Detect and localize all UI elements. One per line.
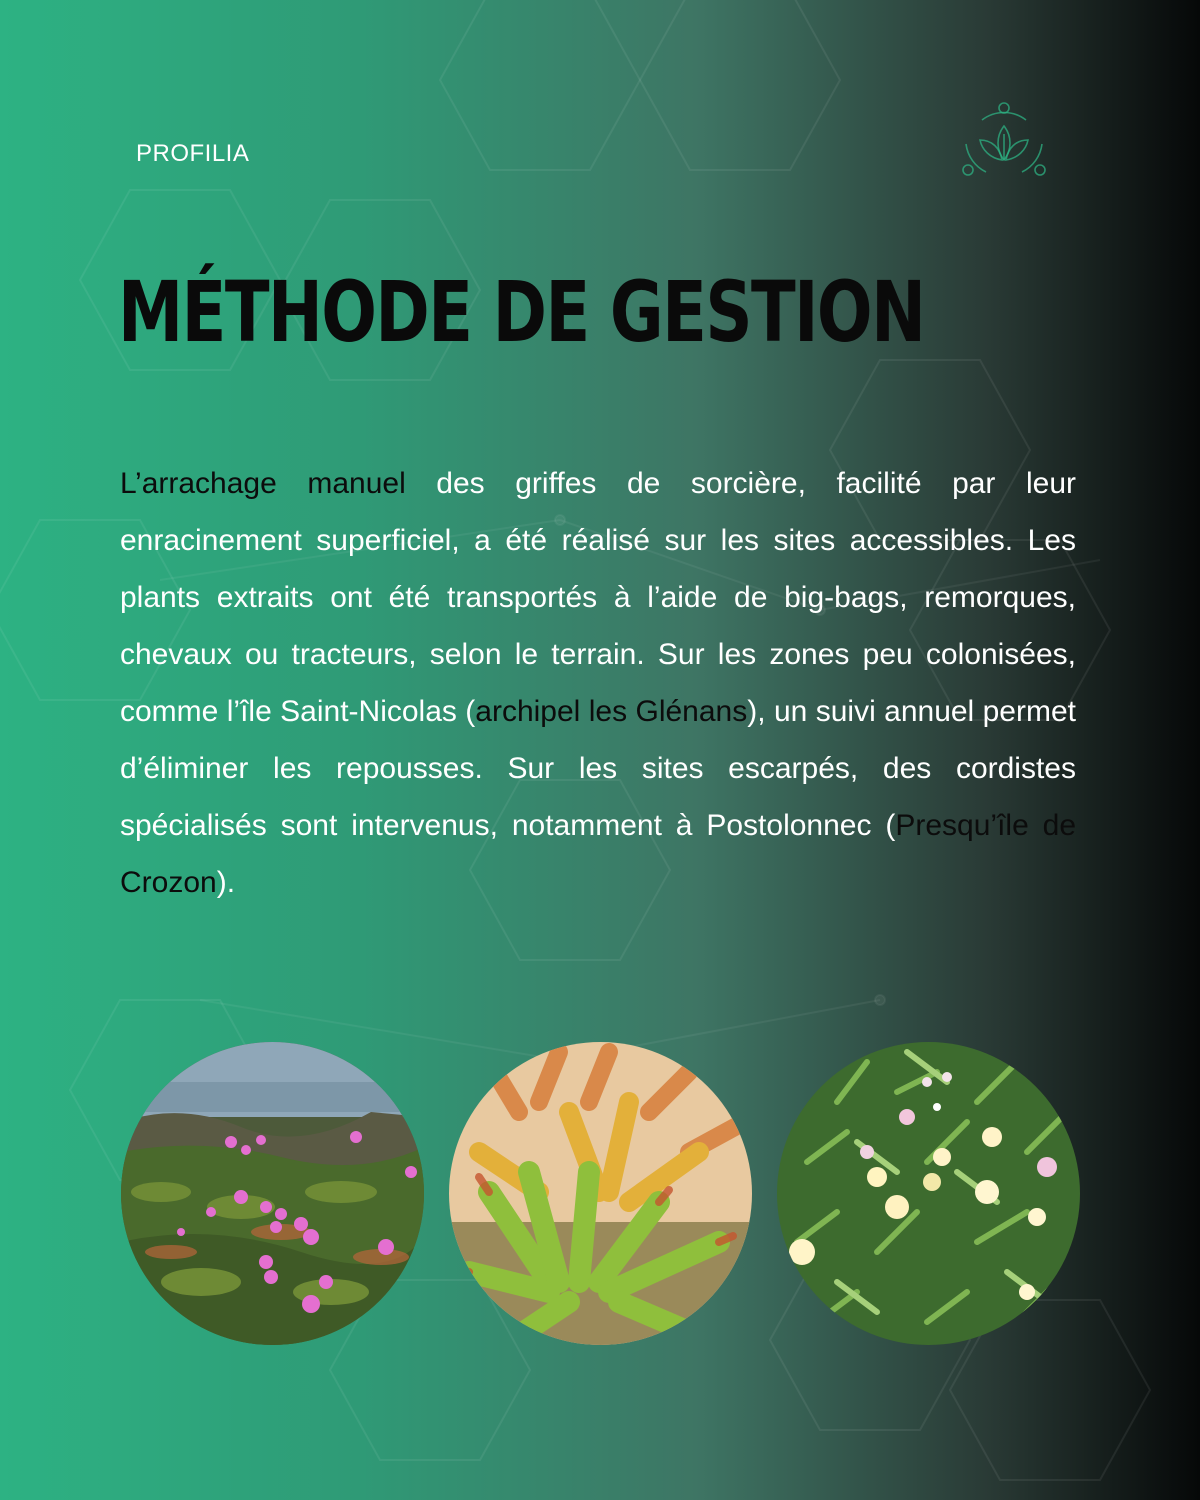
leaf-circle-logo-icon [958, 100, 1050, 182]
highlight-text: Presqu’île de Crozon [120, 809, 1076, 899]
photo-succulent-closeup [449, 1042, 752, 1345]
brand-name: PROFILIA [136, 140, 250, 167]
highlight-text: L’arrachage manuel [120, 467, 406, 500]
paragraph-text: ). [216, 866, 236, 899]
page-title: MÉTHODE DE GESTION [118, 263, 925, 361]
body-paragraph [120, 455, 1076, 911]
photo-white-flowers-carpet [777, 1042, 1080, 1345]
highlight-text: archipel les Glénans [475, 695, 748, 728]
photo-pink-flowers-shore [121, 1042, 424, 1345]
paragraph-text: des griffes de sorcière, facilité par leur enracinement superficiel, a été réalisé sur les sites accessibles. Les plants extraits ont été transportés à l’aide de big-bags, remorques, chevaux ou tracteurs, selon le terrain. Sur les zones peu colonisées, comme l’île Saint-Nicolas ( [120, 467, 1077, 728]
paragraph-text: ), un suivi annuel permet d’éliminer les repousses. Sur les sites escarpés, des cordistes spécialisés sont intervenus, notamment à Postolonnec ( [120, 695, 1076, 842]
